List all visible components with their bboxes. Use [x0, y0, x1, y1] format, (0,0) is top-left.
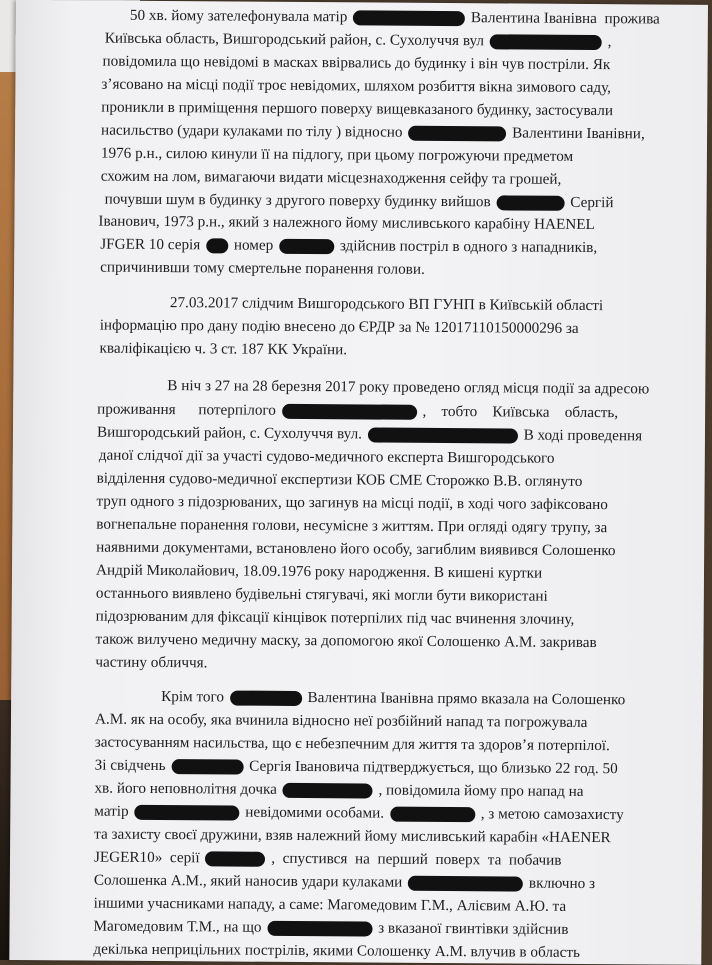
line-text: В ході проведення: [519, 426, 646, 445]
line-text: хв. його неповнолітня дочка: [94, 779, 281, 798]
text-line: [101, 97, 707, 123]
text-line: [93, 939, 701, 965]
redaction-mark: [408, 126, 506, 142]
line-text: кваліфікацією ч. 3 ст. 187 КК України.: [99, 339, 351, 359]
redaction-mark: [490, 34, 602, 50]
text-line: [101, 143, 707, 169]
line-text: та захисту своєї дружини, взяв належний йому мисливський карабін «HAENER: [94, 825, 615, 847]
line-text: Магомедовим Т.М., на що: [93, 917, 266, 936]
text-line: [94, 893, 702, 919]
redaction-mark: [230, 691, 302, 707]
line-text: Зі свідчень: [94, 756, 170, 775]
line-text: також вилучено медичну маску, за допомогою якої Солошенко А.М. закривав: [95, 630, 601, 652]
redaction-mark: [267, 921, 372, 937]
line-text: JFGER 10 серія: [100, 235, 205, 254]
line-text: 27.03.2017 слідчим Вишгородського ВП ГУНП в Київській області: [169, 294, 608, 315]
document-body: [16, 0, 708, 961]
line-text: 1976 р.н., силою кинули її на підлогу, при цьому погрожуючи предметом: [100, 144, 578, 165]
line-text: останнього виявлено будівельні стягувачі, які могли бути використані: [95, 584, 552, 605]
text-line: [96, 560, 704, 586]
text-line: [95, 629, 703, 655]
text-line: [100, 234, 706, 260]
redaction-mark: [408, 876, 523, 892]
line-text: Сергія Івановича підтверджується, що близько 22 год. 50: [245, 757, 622, 778]
line-text: прожива: [600, 10, 664, 28]
line-text: ,: [603, 33, 616, 51]
line-text: інформацію про дану подію внесено до ЄРДР за № 12017110150000296 за: [99, 316, 583, 337]
line-text: почувши шум в будинку з другого поверху будинку вийшов: [104, 190, 495, 211]
text-line: [161, 686, 703, 712]
line-text: JEGER10» серії: [93, 848, 204, 867]
line-text: Іванович, 1973 р.н., який з належного йому мисливського карабіну HAENEL: [98, 212, 599, 234]
line-text: вогнепальне поранення голови, несумісне з життям. При огляді одягу трупу, за: [96, 515, 612, 537]
line-text: насильство (удари кулаками по тілу ) відносно: [101, 121, 407, 141]
line-text: підозрюваним для фіксації кінцівок потерпілих під час вчинення злочину,: [95, 607, 579, 628]
text-line: [105, 28, 708, 54]
text-line: [101, 74, 707, 100]
text-line: [95, 709, 703, 735]
line-text: здійснив постріл в одного з нападників,: [335, 237, 602, 257]
line-text: декілька неприцільних пострілів, якими Солошенку А.М. влучив в область: [93, 940, 584, 961]
text-line: [95, 755, 703, 781]
redaction-mark: [368, 427, 518, 443]
line-text: Солошенка А.М., який наносив удари кулаками: [93, 871, 407, 891]
line-text: , повідомила йому про напад на: [374, 781, 588, 801]
redaction-mark: [353, 10, 465, 26]
text-line: [94, 801, 702, 827]
redaction-mark: [171, 759, 243, 775]
redaction-mark: [206, 238, 228, 253]
text-line: [96, 491, 704, 517]
text-line: [130, 5, 708, 31]
line-text: Валентини Іванівни,: [508, 124, 649, 143]
text-line: [93, 916, 701, 942]
text-line: [95, 732, 703, 758]
line-text: , з метою самозахисту: [476, 805, 628, 824]
text-line: [94, 847, 702, 873]
line-text: невідомими особами.: [241, 803, 388, 822]
line-text: повідомила що невідомі в масках ввірвались до будинку і він чув постріли. Як: [102, 52, 615, 74]
text-line: [101, 120, 707, 146]
redaction-mark: [390, 807, 475, 823]
line-text: спричинивши тому смертельне поранення голови.: [100, 258, 429, 278]
line-text: Валентина Іванівна: [467, 9, 601, 28]
text-line: [94, 824, 702, 850]
line-text: включно з: [525, 874, 599, 893]
text-line: [98, 211, 706, 237]
text-line: [100, 315, 706, 341]
line-text: проживання потерпілого: [97, 400, 280, 419]
line-text: , тобто Київська область,: [418, 402, 622, 422]
line-text: частину обличчя.: [95, 653, 212, 672]
line-text: застосуванням насильства, що є небезпечним для життя та здоров’я потерпілої.: [94, 733, 614, 755]
line-text: Андрій Миколайович, 18.09.1976 року народження. В кишені куртки: [95, 561, 547, 582]
line-text: проникли в приміщення першого поверху вищевказаного будинку, застосували: [101, 98, 617, 120]
redaction-mark: [282, 404, 417, 420]
text-line: [101, 166, 707, 192]
redaction-mark: [205, 851, 265, 866]
line-text: Сергій: [566, 193, 618, 212]
text-line: [97, 422, 705, 448]
text-line: [96, 514, 704, 540]
line-text: даної слідчої дії за участі судово-медичного експерта Вишгородського: [98, 446, 559, 467]
line-text: труп одного з підозрюваних, що загинув на місці події, в ході чого зафіксовано: [96, 492, 612, 514]
redaction-mark: [496, 195, 564, 210]
redaction-mark: [283, 783, 373, 799]
text-line: [96, 537, 704, 563]
text-line: [97, 468, 705, 494]
line-text: В ніч з 27 на 28 березня 2017 року проведено огляд місця події за адресою: [167, 377, 654, 398]
text-line: [97, 399, 705, 425]
text-line: [94, 778, 702, 804]
text-line: [99, 338, 705, 364]
line-text: Крім того: [161, 688, 228, 706]
line-text: матір: [94, 802, 133, 820]
redaction-mark: [134, 805, 239, 821]
text-line: [167, 375, 705, 401]
text-line: [99, 445, 705, 471]
text-line: [96, 606, 704, 632]
document-page: [9, 0, 708, 965]
line-text: номер: [230, 236, 278, 254]
text-line: [100, 257, 706, 283]
line-text: Валентина Іванівна прямо вказала на Солошенко: [303, 689, 630, 709]
line-text: відділення судово-медичної експертизи КОБ СМЕ Сторожко В.В. оглянуто: [96, 469, 587, 490]
line-text: іншими учасниками нападу, а саме: Магомедовим Г.М., Алієвим А.Ю. та: [93, 894, 571, 915]
line-text: А.М. як на особу, яка вчинила відносно неї розбійний напад та погрожувала: [94, 710, 592, 732]
line-text: з’ясовано на місці події троє невідомих, шляхом розбиття вікна зимового саду,: [101, 75, 615, 97]
text-line: [95, 652, 703, 678]
line-text: 50 хв. йому зателефонувала матір: [129, 6, 352, 26]
text-line: [170, 292, 706, 318]
text-line: [102, 51, 707, 77]
line-text: Вишгородський район, с. Сухолуччя вул.: [96, 423, 366, 443]
redaction-mark: [279, 239, 334, 254]
line-text: з вказаної гвинтівки здійснив: [374, 919, 573, 938]
line-text: , спустився на перший поверх та побачив: [267, 849, 566, 869]
text-line: [94, 870, 702, 896]
line-text: Київська область, Вишгородський район, с. Сухолуччя вул: [104, 29, 488, 50]
line-text: схожим на лом, вимагаючи видати місцезнаходження сейфу та грошей,: [100, 167, 566, 188]
line-text: наявними документами, встановлено його особу, загиблим виявився Солошенко: [96, 538, 620, 560]
text-line: [96, 583, 704, 609]
